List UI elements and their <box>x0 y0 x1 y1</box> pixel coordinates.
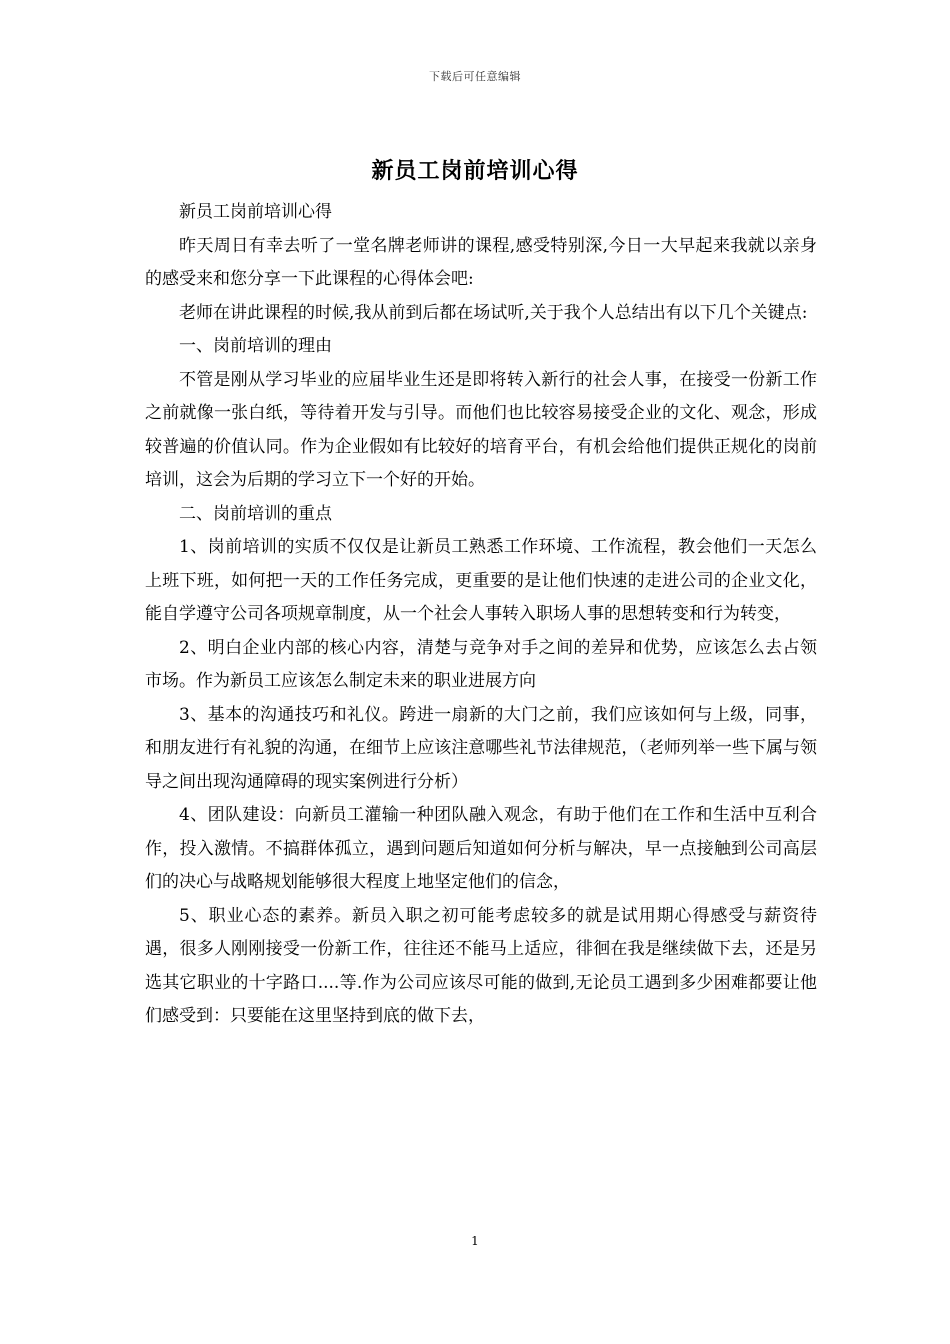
paragraph-focus-4: 4、团队建设：向新员工灌输一种团队融入观念，有助于他们在工作和生活中互利合作，投入激情。不搞群体孤立，遇到问题后知道如何分析与解决，早一点接触到公司高层们的决心与战略规划能够很大程度上地坚定他们的信念， <box>145 805 817 892</box>
page-number: 1 <box>471 1234 479 1248</box>
paragraph-focus-3: 3、基本的沟通技巧和礼仪。跨进一扇新的大门之前，我们应该如何与上级，同事，和朋友进行有礼貌的沟通，在细节上应该注意哪些礼节法律规范，（老师列举一些下属与领导之间出现沟通障碍的现实案例进行分析） <box>145 704 817 792</box>
section-heading-reason: 一、岗前培训的理由 <box>179 336 332 356</box>
section-heading-focus: 二、岗前培训的重点 <box>179 503 332 524</box>
page-header: 下载后可任意编辑 <box>429 70 521 83</box>
paragraph-intro: 昨天周日有幸去听了一堂名牌老师讲的课程,感受特别深,今日一大早起来我就以亲身的感受来和您分享一下此课程的心得体会吧: <box>145 235 817 289</box>
paragraph-focus-1: 1、岗前培训的实质不仅仅是让新员工熟悉工作环境、工作流程，教会他们一天怎么上班下班，如何把一天的工作任务完成，更重要的是让他们快速的走进公司的企业文化，能自学遵守公司各项规章制度，从一个社会人事转入职场人事的思想转变和行为转变， <box>145 537 817 624</box>
document-body <box>145 196 817 1034</box>
paragraph-subtitle: 新员工岗前培训心得 <box>179 202 332 222</box>
paragraph-key-points: 老师在讲此课程的时候,我从前到后都在场试听,关于我个人总结出有以下几个关键点: <box>179 302 808 323</box>
paragraph-reason: 不管是刚从学习毕业的应届毕业生还是即将转入新行的社会人事，在接受一份新工作之前就像一张白纸，等待着开发与引导。而他们也比较容易接受企业的文化、观念，形成较普遍的价值认同。作为企业假如有比较好的培育平台，有机会给他们提供正规化的岗前培训，这会为后期的学习立下一个好的开始。 <box>145 369 817 490</box>
paragraph-focus-2: 2、明白企业内部的核心内容，清楚与竞争对手之间的差异和优势，应该怎么去占领市场。作为新员工应该怎么制定未来的职业进展方向 <box>145 637 817 691</box>
document-title: 新员工岗前培训心得 <box>371 158 579 184</box>
paragraph-focus-5: 5、职业心态的素养。新员入职之初可能考虑较多的就是试用期心得感受与薪资待遇，很多人刚刚接受一份新工作，往往还不能马上适应，徘徊在我是继续做下去，还是另选其它职业的十字路口....等.作为公司应该尽可能的做到,无论员工遇到多少困难都要让他们感受到：只要能在这里坚持到底的做下去， <box>145 905 817 1026</box>
